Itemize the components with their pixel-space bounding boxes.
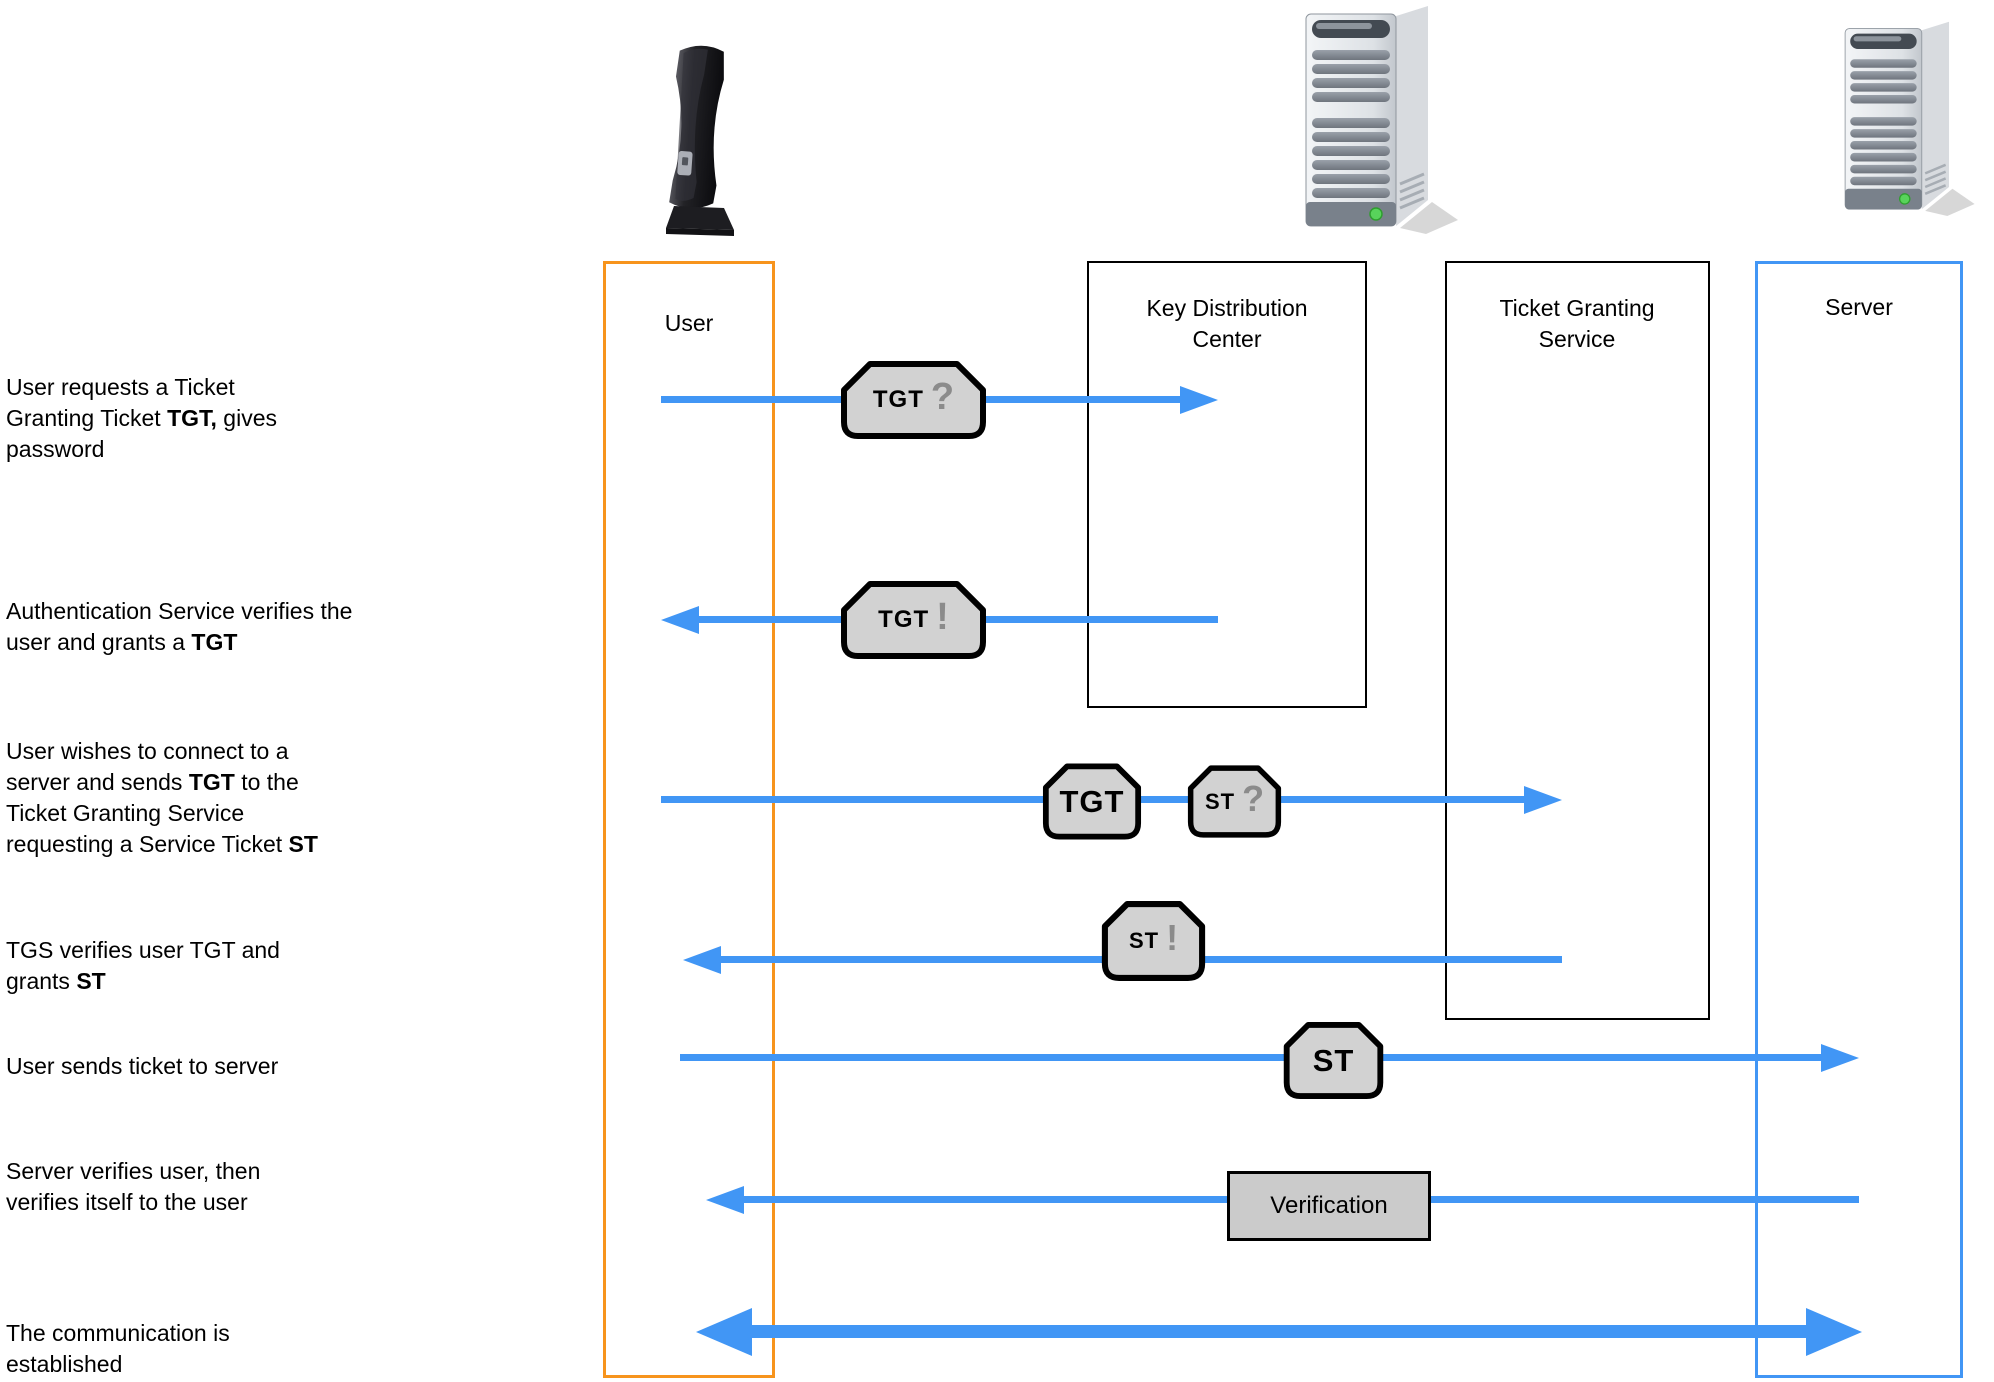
step-5-t1: User sends ticket to server	[6, 1053, 279, 1079]
lane-label-tgs: Ticket Granting Service	[1499, 295, 1655, 352]
step-2-b1: TGT	[191, 629, 238, 655]
arrow-5-head-right-icon	[1821, 1044, 1859, 1072]
kdc-server-tower-icon	[1300, 2, 1462, 236]
arrow-2-head-left-icon	[661, 606, 699, 634]
ticket-label: ST	[1204, 788, 1236, 814]
step-1-t1: User requests a Ticket Granting Ticket	[6, 374, 235, 431]
step-4-text	[6, 935, 316, 997]
ticket-label: TGT	[872, 386, 924, 413]
arrow-3-head-right-icon	[1524, 786, 1562, 814]
step-5-text	[6, 1051, 426, 1082]
ticket-label: ST	[1312, 1042, 1355, 1078]
step-6-t1: Server verifies user, then verifies itself to the user	[6, 1158, 261, 1215]
arrow-5-line	[680, 1054, 1825, 1061]
ticket-st-sent	[1280, 1021, 1387, 1100]
lane-label-kdc: Key Distribution Center	[1146, 295, 1308, 352]
step-3-t1: User wishes to connect to a server and sends	[6, 738, 289, 795]
user-device-icon	[640, 34, 752, 244]
step-2-text	[6, 596, 366, 658]
step-4-t1: TGS verifies user TGT and grants	[6, 937, 280, 994]
server-tower-icon	[1840, 4, 1978, 232]
step-2-t1: Authentication Service verifies the user and grants a	[6, 598, 353, 655]
arrow-4-head-left-icon	[683, 946, 721, 974]
ticket-st-granted	[1100, 900, 1207, 982]
verification-box	[1227, 1171, 1431, 1241]
step-7-t1: The communication is established	[6, 1320, 230, 1377]
step-1-text	[6, 372, 316, 465]
ticket-mark: !	[1166, 917, 1179, 958]
ticket-tgt-granted	[840, 580, 987, 660]
ticket-tgt-sent	[1042, 761, 1142, 842]
ticket-label: TGT	[1059, 783, 1125, 819]
ticket-mark: ?	[930, 375, 955, 418]
step-4-b1: ST	[76, 968, 106, 994]
ticket-label: ST	[1128, 928, 1160, 953]
lane-tgs	[1445, 261, 1710, 1020]
lane-label-user: User	[664, 310, 714, 336]
arrow-6-head-left-icon	[706, 1186, 744, 1214]
ticket-label: TGT	[878, 606, 930, 633]
step-1-b1: TGT,	[167, 405, 217, 431]
ticket-tgt-request	[840, 360, 987, 440]
lane-user	[603, 261, 775, 1378]
step-3-b2: ST	[288, 831, 318, 857]
ticket-st-request	[1187, 761, 1282, 842]
arrow-1-head-right-icon	[1180, 386, 1218, 414]
arrow-7-head-left-icon	[696, 1308, 752, 1356]
arrow-7-line	[748, 1325, 1810, 1338]
step-3-text	[6, 736, 356, 860]
lane-label-server: Server	[1825, 294, 1893, 320]
verification-label: Verification	[1270, 1192, 1388, 1219]
ticket-mark: !	[936, 595, 949, 638]
lane-server	[1755, 261, 1963, 1378]
step-3-b1: TGT	[188, 769, 235, 795]
step-1-t2: gives password	[6, 405, 278, 462]
step-7-text	[6, 1318, 266, 1380]
ticket-mark: ?	[1242, 777, 1265, 819]
step-3-t2: to the Ticket Granting Service requesting a Service Ticket	[6, 769, 299, 857]
step-6-text	[6, 1156, 306, 1218]
arrow-7-head-right-icon	[1806, 1308, 1862, 1356]
